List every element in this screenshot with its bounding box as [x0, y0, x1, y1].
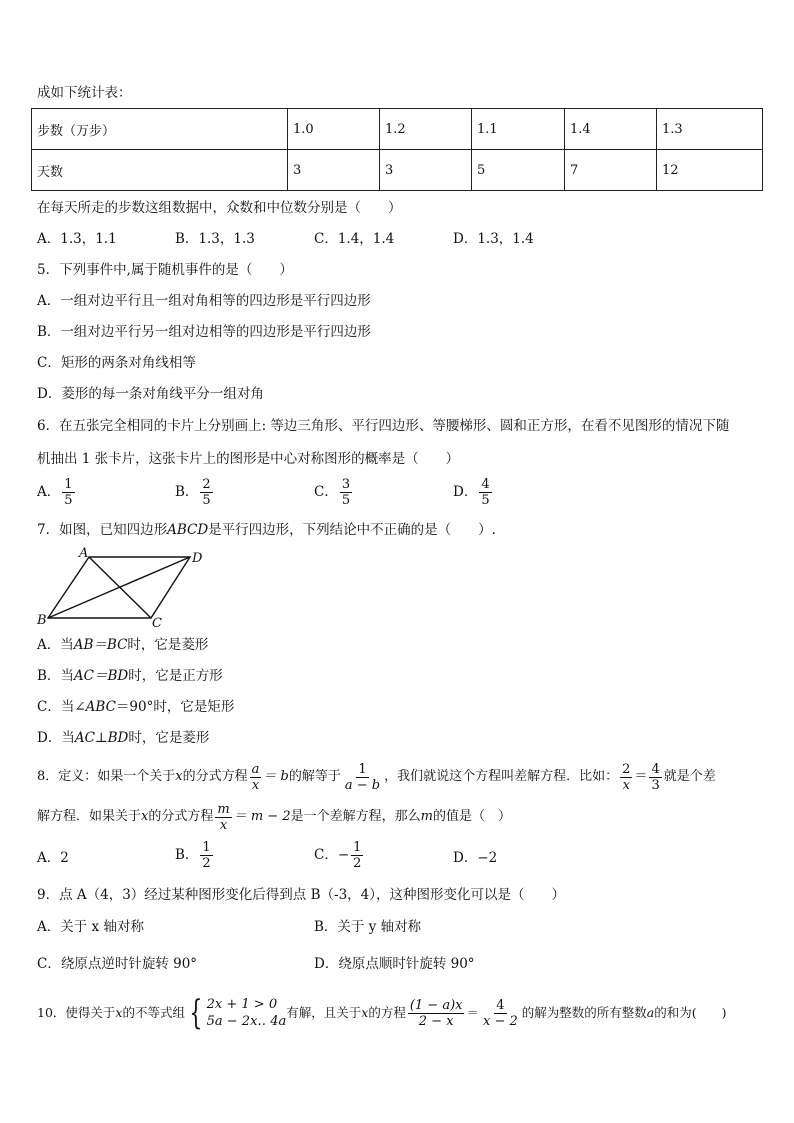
- q7-option-d: [37, 729, 209, 747]
- fraction: [481, 998, 520, 1029]
- q8-option-c: [314, 840, 365, 871]
- fraction: [340, 477, 352, 508]
- stem-text: 是一个差解方程，那么: [290, 809, 421, 824]
- fraction: [215, 802, 231, 833]
- brace-icon: {: [189, 993, 203, 1033]
- stem-text: 有解，且关于: [286, 1005, 362, 1020]
- denominator: 2 − x: [418, 1013, 454, 1029]
- option-text: B．当: [37, 668, 74, 684]
- math-var: x: [115, 1005, 123, 1020]
- option-text: C．当∠: [37, 699, 86, 715]
- table-cell: 步数（万步）: [32, 109, 288, 150]
- math-expr: ＝ m − 2: [233, 809, 291, 824]
- numerator: 1: [358, 761, 367, 777]
- table-row: [32, 109, 763, 150]
- vertex-label-d: D: [192, 551, 203, 566]
- numerator: 1: [64, 477, 73, 492]
- math-var: x: [141, 809, 149, 824]
- numerator: (1 − a)x: [409, 997, 463, 1013]
- q6-option-d: [453, 477, 494, 508]
- q4-option-a: A．1.3，1.1: [37, 231, 117, 247]
- stem-text: 10．使得关于: [37, 1005, 116, 1020]
- stem-text: 的分式方程: [148, 809, 214, 824]
- fraction: [479, 477, 491, 508]
- numerator: 4: [651, 761, 660, 777]
- table-cell: 1.4: [565, 109, 657, 150]
- parallelogram-figure: [33, 545, 213, 630]
- stem-text: 的不等式组: [122, 1005, 185, 1020]
- option-label: B．: [175, 847, 199, 863]
- inequality: 2x + 1 > 0: [206, 997, 278, 1012]
- table-cell: 1.2: [380, 109, 472, 150]
- option-text: D．当: [37, 730, 75, 746]
- vertex-label-b: B: [37, 613, 47, 628]
- q4-option-d: D．1.3，1.4: [453, 231, 534, 247]
- option-label: B．: [175, 484, 199, 500]
- stem-text: 8．定义：如果一个关于: [37, 769, 176, 784]
- math-expr: AB＝BC: [73, 637, 128, 653]
- denominator: x: [622, 777, 630, 793]
- option-text: A．当: [37, 637, 74, 653]
- stem-text: 的和为( ): [654, 1005, 727, 1020]
- q9-option-d: D．绕原点顺时针旋转 90°: [314, 956, 475, 972]
- vertex-label-a: A: [79, 546, 89, 561]
- fraction: [620, 762, 632, 793]
- fraction: [351, 840, 363, 871]
- fraction: [343, 762, 382, 793]
- q8-option-a: A．2: [37, 850, 69, 866]
- table-cell: 1.1: [472, 109, 565, 150]
- q8-option-b: [175, 840, 215, 871]
- q4-stem: 在每天所走的步数这组数据中，众数和中位数分别是（ ）: [37, 200, 402, 216]
- q4-option-b: B．1.3，1.3: [175, 231, 255, 247]
- q8-stem-line1: [37, 760, 716, 794]
- math-var: a: [646, 1005, 655, 1020]
- q9-option-c: C．绕原点逆时针旋转 90°: [37, 956, 198, 972]
- denominator: 5: [481, 493, 490, 508]
- denominator: a − b: [344, 777, 381, 793]
- option-text: 时，它是正方形: [128, 668, 223, 684]
- math-var: x: [175, 769, 183, 784]
- math-var: ABCD: [167, 522, 209, 538]
- q6-option-a: [37, 477, 77, 508]
- stem-text: 的方程: [368, 1005, 406, 1020]
- q8-stem-line2: [37, 800, 511, 834]
- option-text: ＝90°时，它是矩形: [115, 699, 235, 715]
- numerator: 1: [202, 840, 211, 855]
- denominator: x: [251, 777, 260, 793]
- math-var: x: [361, 1005, 369, 1020]
- table-cell: 3: [380, 150, 472, 191]
- option-label: D．: [453, 484, 478, 500]
- denominator: 5: [202, 493, 211, 508]
- option-text: 时，它是菱形: [128, 730, 210, 746]
- q8-option-d: D．−2: [453, 850, 498, 866]
- fraction: [649, 762, 661, 793]
- math-expr: ABC: [85, 699, 116, 715]
- fraction: [200, 477, 212, 508]
- table-cell: 1.0: [288, 109, 380, 150]
- intro-text: 成如下统计表：: [37, 85, 132, 101]
- numerator: 3: [341, 477, 351, 492]
- table-cell: 1.3: [657, 109, 763, 150]
- stats-table: [31, 108, 763, 191]
- numerator: 2: [202, 477, 211, 492]
- numerator: a: [251, 761, 260, 777]
- math-expr: ＝ b: [263, 769, 289, 784]
- table-row: [32, 150, 763, 191]
- q9-option-b: B．关于 y 轴对称: [314, 919, 422, 935]
- q10-stem: [37, 993, 727, 1033]
- numerator: 4: [496, 997, 505, 1013]
- stem-text: 的解为整数的所有整数: [521, 1005, 647, 1020]
- fraction: [62, 477, 74, 508]
- q5-option-d: D．菱形的每一条对角线平分一组对角: [37, 386, 264, 402]
- stem-text: 是平行四边形，下列结论中不正确的是（ ）.: [208, 522, 496, 538]
- table-cell: 天数: [32, 150, 288, 191]
- q7-option-c: [37, 698, 234, 716]
- denominator: 5: [341, 493, 351, 508]
- stem-text: 7．如图，已知四边形: [37, 522, 168, 538]
- table-cell: 7: [565, 150, 657, 191]
- q4-option-c: C．1.4，1.4: [314, 231, 395, 247]
- denominator: x − 2: [483, 1013, 518, 1029]
- q5-option-a: A．一组对边平行且一组对角相等的四边形是平行四边形: [37, 293, 371, 309]
- option-text: 时，它是菱形: [127, 637, 209, 653]
- table-cell: 3: [288, 150, 380, 191]
- inequality-system: [207, 996, 287, 1030]
- numerator: 2: [622, 761, 631, 777]
- option-label: A．: [37, 484, 61, 500]
- stem-text: 就是个差: [663, 769, 716, 784]
- q5-option-b: B．一组对边平行另一组对边相等的四边形是平行四边形: [37, 324, 371, 340]
- q6-stem-line2: 机抽出 1 张卡片，这张卡片上的图形是中心对称图形的概率是（ ）: [37, 451, 460, 467]
- fraction: [408, 998, 465, 1029]
- option-label: C．: [314, 484, 338, 500]
- q7-option-b: [37, 667, 223, 685]
- q6-stem-line1: 6．在五张完全相同的卡片上分别画上: 等边三角形、平行四边形、等腰梯形、圆和正方形，在看不见图形的情况下随: [37, 418, 730, 434]
- numerator: 4: [481, 477, 490, 492]
- minus-sign: −: [337, 847, 350, 863]
- q6-option-c: [314, 477, 354, 508]
- math-expr: ＝: [466, 1005, 479, 1020]
- denominator: x: [219, 817, 228, 833]
- math-expr: ＝: [634, 769, 648, 784]
- denominator: 3: [651, 777, 660, 793]
- fraction: [200, 840, 212, 871]
- denominator: 2: [353, 856, 362, 871]
- table-cell: 5: [472, 150, 565, 191]
- denominator: 5: [64, 493, 73, 508]
- math-var: m: [420, 809, 433, 824]
- denominator: 2: [202, 856, 211, 871]
- stem-text: ，我们就说这个方程叫差解方程．比如：: [384, 769, 619, 784]
- option-label: C．: [314, 847, 338, 863]
- q6-option-b: [175, 477, 215, 508]
- stem-text: 的分式方程: [182, 769, 248, 784]
- q7-stem: [37, 521, 496, 539]
- numerator: m: [217, 801, 230, 817]
- fraction: [250, 762, 262, 793]
- stem-text: 的值是（ ）: [432, 809, 511, 824]
- stem-text: 的解等于: [288, 769, 341, 784]
- q9-option-a: A．关于 x 轴对称: [37, 919, 144, 935]
- table-cell: 12: [657, 150, 763, 191]
- stem-text: 解方程．如果关于: [37, 809, 142, 824]
- vertex-label-c: C: [152, 616, 162, 630]
- inequality: 5a − 2x‥ 4a: [206, 1014, 287, 1029]
- q5-option-c: C．矩形的两条对角线相等: [37, 355, 196, 371]
- q7-option-a: [37, 636, 208, 654]
- math-expr: AC＝BD: [73, 668, 129, 684]
- math-expr: AC⊥BD: [74, 730, 129, 746]
- q9-stem: 9．点 A（4，3）经过某种图形变化后得到点 B（-3，4），这种图形变化可以是（ ）: [37, 887, 566, 903]
- numerator: 1: [353, 840, 362, 855]
- q5-stem: 5．下列事件中,属于随机事件的是（ ）: [37, 262, 293, 278]
